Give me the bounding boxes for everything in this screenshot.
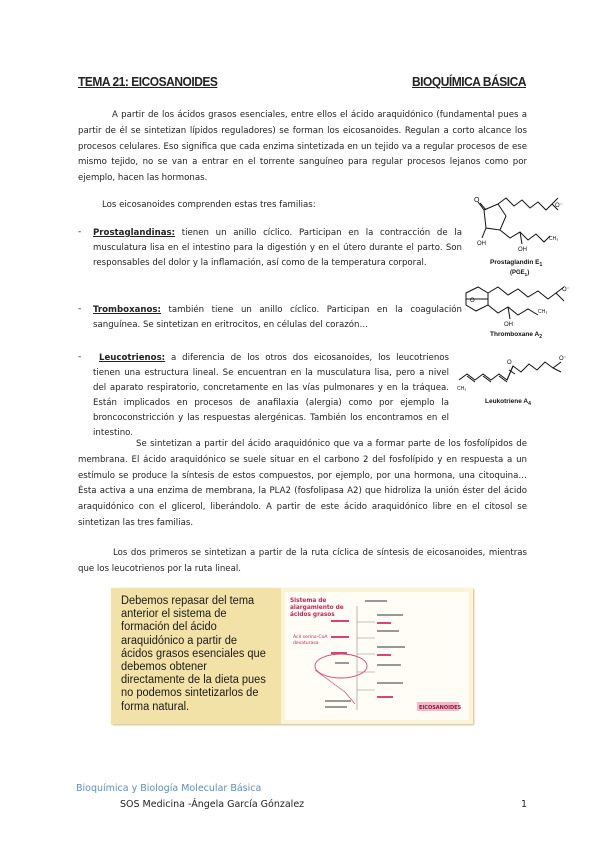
prostaglandin-structure xyxy=(470,196,568,284)
thromboxane-name: Thromboxane $A_2$ xyxy=(490,331,543,339)
side-label-line1: Acil serina-CoA xyxy=(293,635,328,640)
figure-note: Debemos repasar del tema anterior el sistema de formación del ácido araquidónico a partir de ácidos grasos esenciales que debemos obtener directamente de la dieta pues no podemos sintetizarlos de forma natural. xyxy=(121,595,266,713)
svg-text:OH: OH xyxy=(477,241,486,247)
svg-text:OH: OH xyxy=(518,247,527,253)
prostaglandin-drawing xyxy=(470,196,568,284)
subject-title: BIOQUÍMICA BÁSICA xyxy=(412,74,526,89)
pathway-diagram xyxy=(285,592,469,720)
family-thromboxanes xyxy=(93,303,462,333)
svg-text:O: O xyxy=(507,360,512,366)
diagram-title-line3: ácidos grasos xyxy=(290,612,335,618)
list-bullet: - xyxy=(78,227,82,237)
family-text: tienen un anillo cíclico. Participan en la contracción de la musculatura lisa en el intestino para la digestión y en el útero durante el parto. Son responsables del dolor y la inflamación, así como de la temperatura corporal. xyxy=(93,228,462,268)
svg-text:O⁻: O⁻ xyxy=(559,356,567,362)
svg-text:CH₃: CH₃ xyxy=(457,386,467,392)
family-leukotrienes xyxy=(93,351,449,441)
svg-text:O⁻: O⁻ xyxy=(562,287,570,293)
page-number: 1 xyxy=(521,799,528,810)
thromboxane-structure xyxy=(462,283,572,339)
diagram-title-line2: alargamiento de xyxy=(290,605,344,611)
pathway-drawing xyxy=(285,592,469,720)
families-intro: Los eicosanoides comprenden estas tres familias: xyxy=(102,200,316,210)
diagram-title-line1: Sistema de xyxy=(290,598,327,604)
svg-text:O: O xyxy=(470,298,475,304)
thromboxane-drawing xyxy=(462,283,572,339)
family-term: Prostaglandinas: xyxy=(93,228,176,238)
leukotriene-drawing xyxy=(455,350,573,408)
list-bullet: - xyxy=(78,352,82,362)
footer-author: SOS Medicina -Ángela García Gónzalez xyxy=(120,799,305,810)
list-bullet: - xyxy=(78,304,82,314)
family-term: Tromboxanos: xyxy=(93,305,161,315)
routes-paragraph: Los dos primeros se sintetizan a partir de la ruta cíclica de síntesis de eicosanoides, mientras que los leucotrienos por la ruta lineal. xyxy=(78,548,527,574)
family-prostaglandins xyxy=(93,226,462,271)
family-text: también tiene un anillo cíclico. Participan en la coagulación sanguínea. Se sintetizan en eritrocitos, en células del corazón… xyxy=(93,305,462,330)
svg-text:O: O xyxy=(474,197,480,204)
svg-text:CH₃: CH₃ xyxy=(538,309,548,315)
page-title: TEMA 21: EICOSANOIDES xyxy=(78,74,218,89)
svg-text:OH: OH xyxy=(504,322,513,328)
prostaglandin-name: Prostaglandin $E_1$ xyxy=(490,259,543,268)
prostaglandin-abbr: $(PGE_1)$ xyxy=(510,270,530,277)
leukotriene-name: Leukotriene $A_4$ xyxy=(485,398,531,407)
arachidonic-figure xyxy=(111,588,473,724)
svg-text:O⁻: O⁻ xyxy=(555,203,563,209)
side-label-line2: desaturasa xyxy=(293,641,319,646)
footer-course: Bioquímica y Biología Molecular Básica xyxy=(76,783,262,794)
leukotriene-structure xyxy=(455,350,573,408)
svg-text:CH₃: CH₃ xyxy=(549,236,559,242)
intro-paragraph: A partir de los ácidos grasos esenciales, entre ellos el ácido araquidónico (fundamental pues a partir de él se sintetizan lípidos reguladores) se forman los eicosanoides. Regulan a corto alcance los procesos celulares. Eso significa que cada enzima sintetizada en un tejido va a regular procesos de ese mismo tejido, no se van a entrar en el torrente sanguíneo para regular procesos lejanos como por ejemplo, hacen las hormonas. xyxy=(78,110,527,184)
synthesis-paragraph: Se sintetizan a partir del ácido araquidónico que va a formar parte de los fosfolípidos de membrana. El ácido araquidónico se suele situar en el carbono 2 del fosfolípido y en respuesta a un estímulo se produce la síntesis de estos compuestos, por ejemplo, por una hormona, una citoquina… Ésta activa a una enzima de membrana, la PLA2 (fosfolipasa A2) que hidroliza la unión éster del ácido araquidónico con el glicerol, liberándolo. A partir de este ácido araquidónico libre en el citosol se sintetizan las tres familias. xyxy=(78,439,527,528)
family-term: Leucotrienos: xyxy=(99,353,166,363)
family-text: a diferencia de los otros dos eicosanoides, los leucotrienos tienen una estructura lineal. Se encuentran en la musculatura lisa, pero a nivel del aparato respiratorio, concretamente en las vías pulmonares y en la tráquea. Están implicados en procesos de anafilaxia (alergia) como por ejemplo la broncoconstricción y las respuestas alergénicas. También los encontramos en el intestino. xyxy=(93,353,449,438)
eicosanoides-label: EICOSANOIDES xyxy=(419,705,462,711)
